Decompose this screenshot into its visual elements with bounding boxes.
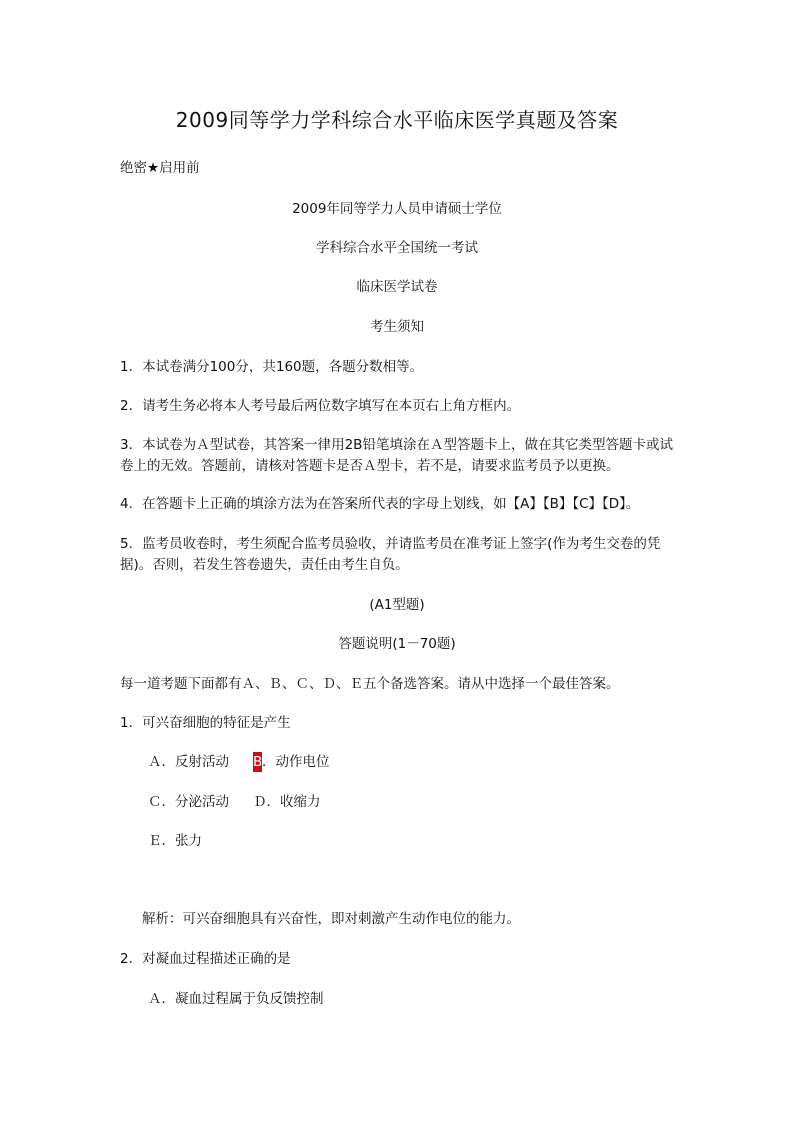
document-title: 2009同等学力学科综合水平临床医学真题及答案 xyxy=(175,108,619,132)
notice-item: 5．监考员收卷时，考生须配合监考员验收，并请监考员在准考证上签字(作为考生交卷的凭据)。否则，若发生答卷遗失，责任由考生自负。 xyxy=(120,536,661,573)
notice-item: 1．本试卷满分100分，共160题，各题分数相等。 xyxy=(120,359,424,375)
option-c: Ｃ．分泌活动 xyxy=(148,794,229,810)
option-a: Ａ．反射活动 xyxy=(148,754,229,770)
option-b xyxy=(253,752,330,772)
exam-header-line-1: 2009年同等学力人员申请硕士学位 xyxy=(292,201,502,217)
analysis-text: 解析：可兴奋细胞具有兴奋性，即对刺激产生动作电位的能力。 xyxy=(142,911,520,927)
option-e: Ｅ．张力 xyxy=(148,833,202,849)
exam-header-line-2: 学科综合水平全国统一考试 xyxy=(316,240,478,256)
secret-label: 绝密★启用前 xyxy=(120,160,200,176)
option-d: Ｄ．收缩力 xyxy=(253,794,321,810)
question-stem: 1．可兴奋细胞的特征是产生 xyxy=(120,715,291,731)
notice-item: 4．在答题卡上正确的填涂方法为在答案所代表的字母上划线，如【A】【B】【C】【D】。 xyxy=(120,496,640,512)
notice-item: 3．本试卷为Ａ型试卷，其答案一律用2B铅笔填涂在Ａ型答题卡上，做在其它类型答题卡或试卷上的无效。答题前，请核对答题卡是否Ａ型卡，若不是，请要求监考员予以更换。 xyxy=(120,437,673,474)
instruction-text: 每一道考题下面都有Ａ、Ｂ、Ｃ、Ｄ、Ｅ五个备选答案。请从中选择一个最佳答案。 xyxy=(120,676,620,692)
notice-heading: 考生须知 xyxy=(370,319,424,335)
section-type: (A1型题) xyxy=(369,597,425,613)
option-b-text: ．动作电位 xyxy=(262,754,330,770)
answer-highlight-mark: B xyxy=(253,754,263,770)
notice-item: 2．请考生务必将本人考号最后两位数字填写在本页右上角方框内。 xyxy=(120,398,521,414)
answer-note: 答题说明(1－70题) xyxy=(338,636,456,652)
option-a: Ａ．凝血过程属于负反馈控制 xyxy=(148,991,324,1007)
question-stem: 2．对凝血过程描述正确的是 xyxy=(120,951,291,967)
exam-header-line-3: 临床医学试卷 xyxy=(356,279,438,295)
